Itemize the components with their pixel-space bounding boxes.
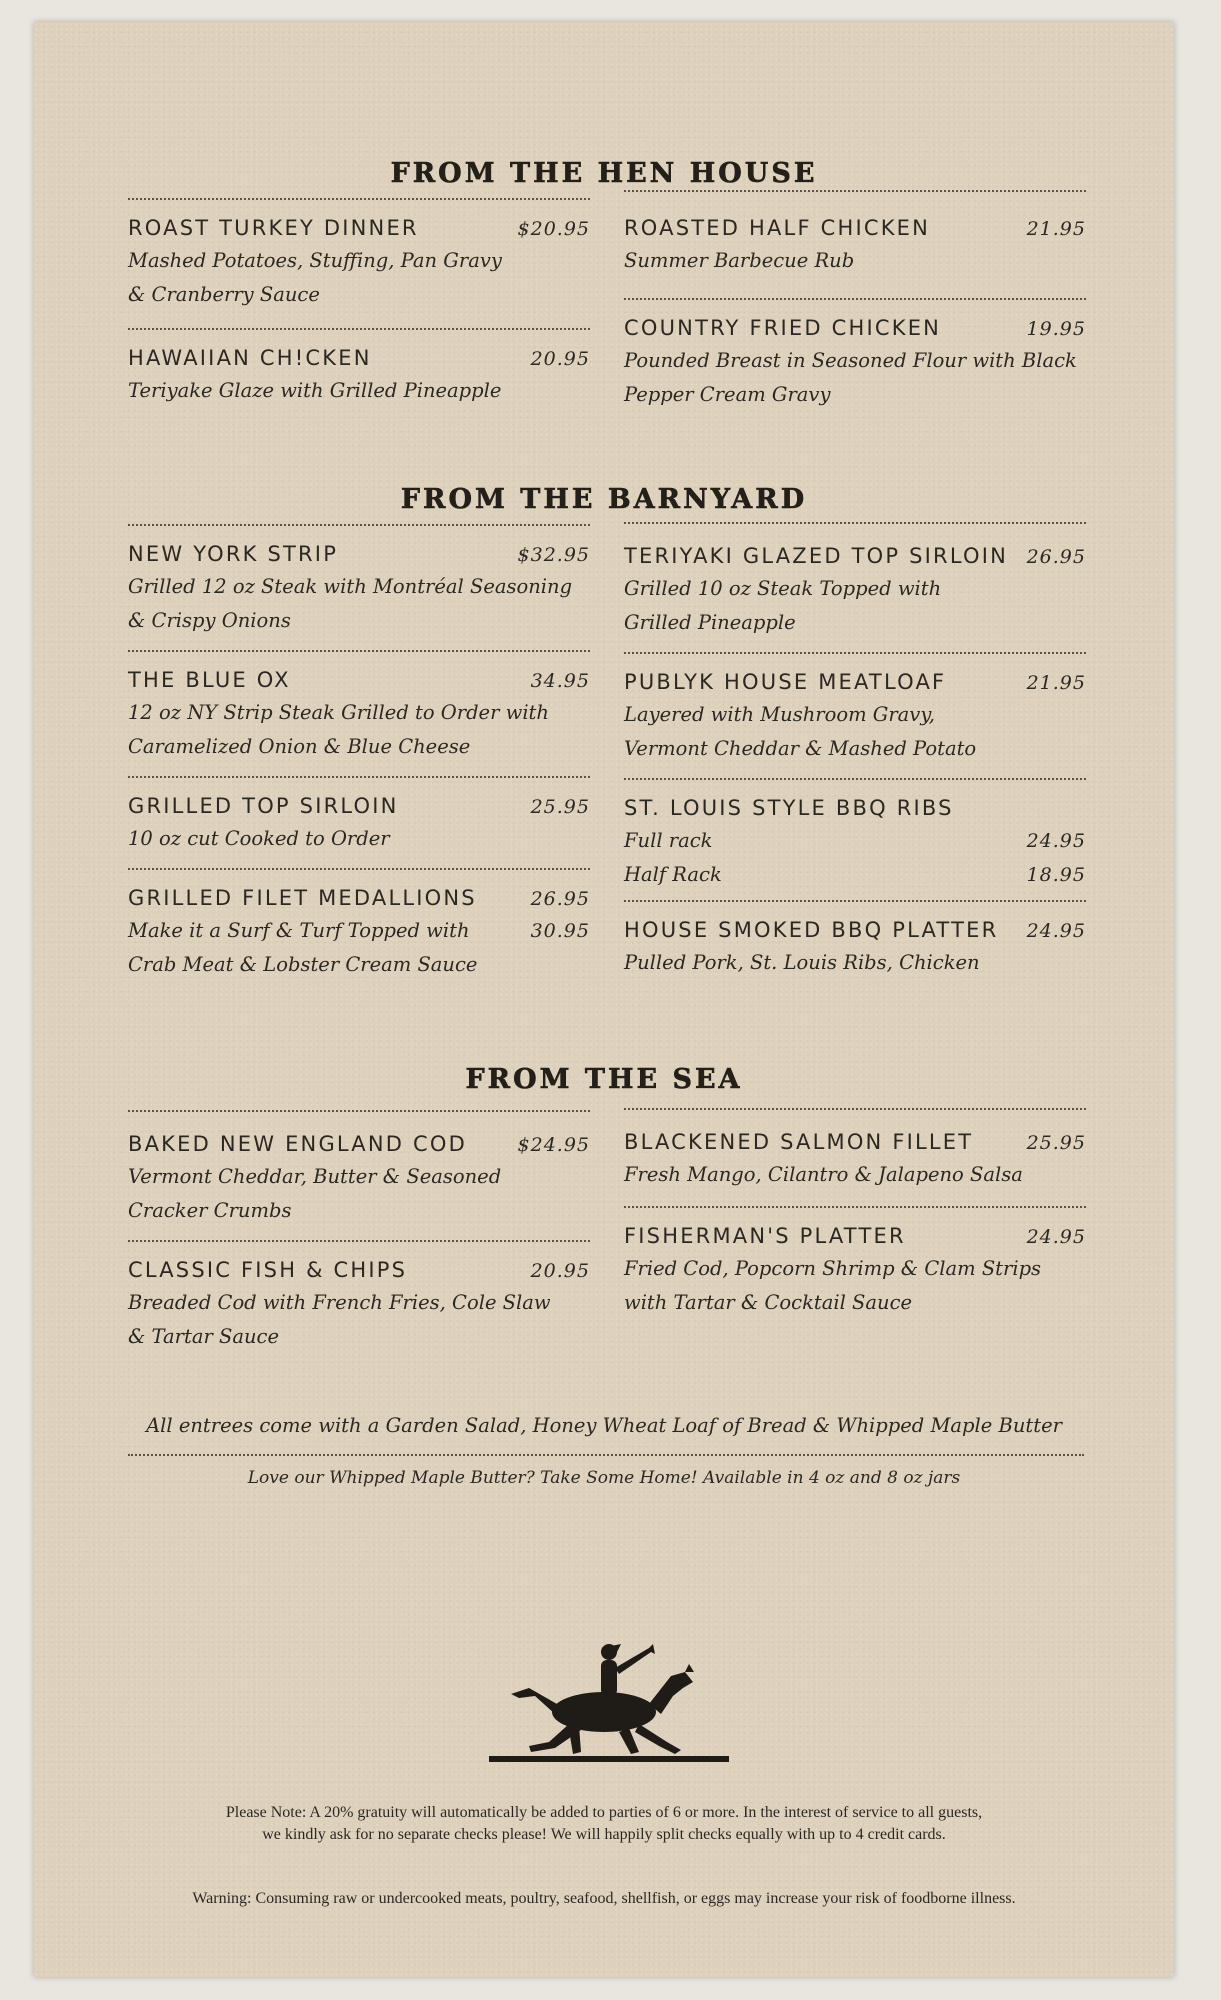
item-description: Vermont Cheddar, Butter & Seasoned Cracker Crumbs xyxy=(128,1165,502,1222)
barnyard-right-column xyxy=(624,522,1086,980)
item-price: 34.95 xyxy=(530,670,590,692)
item-description: Fried Cod, Popcorn Shrimp & Clam Strips with Tartar & Cocktail Sauce xyxy=(624,1257,1042,1314)
item-price: 20.95 xyxy=(530,1260,590,1282)
section-title-hen-house: FROM THE HEN HOUSE xyxy=(390,158,818,189)
section-title-barnyard: FROM THE BARNYARD xyxy=(400,484,808,515)
rib-option-half: Half Rack 18.95 xyxy=(624,863,1086,886)
menu-item xyxy=(624,522,1086,640)
menu-item xyxy=(128,868,590,982)
item-name: TERIYAKI GLAZED TOP SIRLOIN xyxy=(624,544,1008,568)
item-name: BLACKENED SALMON FILLET xyxy=(624,1130,974,1154)
item-description: Make it a Surf & Turf Topped with 30.95 Crab Meat & Lobster Cream Sauce xyxy=(128,914,590,982)
item-description: Teriyake Glaze with Grilled Pineapple xyxy=(128,379,502,402)
item-price: 24.95 xyxy=(1026,920,1086,942)
item-description: 10 oz cut Cooked to Order xyxy=(128,827,390,850)
item-price: 26.95 xyxy=(530,888,590,910)
item-description: Pounded Breast in Seasoned Flour with Black Pepper Cream Gravy xyxy=(624,349,1077,406)
item-name: BAKED NEW ENGLAND COD xyxy=(128,1132,467,1156)
item-price: 21.95 xyxy=(1026,672,1086,694)
item-name: HOUSE SMOKED BBQ PLATTER xyxy=(624,918,999,942)
item-price: 24.95 xyxy=(1026,1226,1086,1248)
item-price: 19.95 xyxy=(1026,318,1086,340)
item-price: 20.95 xyxy=(530,348,590,370)
item-price: 25.95 xyxy=(1026,1132,1086,1154)
item-description: Layered with Mushroom Gravy, Vermont Cheddar & Mashed Potato xyxy=(624,703,977,760)
hen-house-left-column xyxy=(128,198,590,408)
section-title-sea: FROM THE SEA xyxy=(465,1064,743,1095)
item-price: 26.95 xyxy=(1026,546,1086,568)
rib-option-full: Full rack 24.95 xyxy=(624,829,1086,852)
menu-item xyxy=(624,298,1086,412)
item-description: Grilled 12 oz Steak with Montréal Seasoning & Crispy Onions xyxy=(128,575,573,632)
item-description: Fresh Mango, Cilantro & Jalapeno Salsa xyxy=(624,1163,1023,1186)
menu-item xyxy=(624,900,1086,980)
divider xyxy=(128,1454,1084,1456)
menu-item xyxy=(128,524,590,638)
item-price: $32.95 xyxy=(517,544,590,566)
item-price: 21.95 xyxy=(1026,218,1086,240)
menu-item xyxy=(624,1206,1086,1320)
item-name: PUBLYK HOUSE MEATLOAF xyxy=(624,670,947,694)
item-name: GRILLED FILET MEDALLIONS xyxy=(128,886,477,910)
butter-note: Love our Whipped Maple Butter? Take Some Home! Available in 4 oz and 8 oz jars xyxy=(247,1468,961,1488)
barnyard-left-column xyxy=(128,524,590,982)
menu-item xyxy=(624,190,1086,278)
item-name: GRILLED TOP SIRLOIN xyxy=(128,794,399,818)
sea-right-column xyxy=(624,1108,1086,1320)
menu-item xyxy=(624,778,1086,892)
item-name: ROASTED HALF CHICKEN xyxy=(624,216,931,240)
item-name: HAWAIIAN CH!CKEN xyxy=(128,346,372,370)
item-description: Grilled 10 oz Steak Topped with Grilled Pineapple xyxy=(624,577,942,634)
item-description: Pulled Pork, St. Louis Ribs, Chicken xyxy=(624,951,980,974)
menu-item xyxy=(128,328,590,408)
item-description: Mashed Potatoes, Stuffing, Pan Gravy & Cranberry Sauce xyxy=(128,249,502,306)
item-description: Summer Barbecue Rub xyxy=(624,249,855,272)
entree-note: All entrees come with a Garden Salad, Honey Wheat Loaf of Bread & Whipped Maple Butter xyxy=(146,1414,1062,1437)
item-price: $24.95 xyxy=(517,1134,590,1156)
item-name: COUNTRY FRIED CHICKEN xyxy=(624,316,942,340)
warning-note: Warning: Consuming raw or undercooked meats, poultry, seafood, shellfish, or eggs may increase your risk of foodborne illness. xyxy=(192,1890,1016,1907)
menu-item xyxy=(624,652,1086,766)
item-name: CLASSIC FISH & CHIPS xyxy=(128,1258,408,1282)
menu-item xyxy=(624,1108,1086,1192)
item-price: $20.95 xyxy=(517,218,590,240)
item-description xyxy=(624,824,1086,892)
menu-item xyxy=(128,198,590,312)
menu-item xyxy=(128,776,590,856)
surf-turf-price: 30.95 xyxy=(530,920,590,942)
hen-house-right-column xyxy=(624,190,1086,412)
item-name: FISHERMAN'S PLATTER xyxy=(624,1224,906,1248)
item-description: 12 oz NY Strip Steak Grilled to Order with Caramelized Onion & Blue Cheese xyxy=(128,701,549,758)
item-name: ST. LOUIS STYLE BBQ RIBS xyxy=(624,796,954,820)
item-description: Breaded Cod with French Fries, Cole Slaw & Tartar Sauce xyxy=(128,1291,551,1348)
menu-page xyxy=(34,22,1174,1977)
sea-left-column xyxy=(128,1110,590,1354)
gratuity-note: Please Note: A 20% gratuity will automatically be added to parties of 6 or more. In the interest of service to all guests, we kindly ask for no separate checks please! We will happily split checks equally with up to 4 credit cards. xyxy=(225,1804,983,1843)
menu-item xyxy=(128,1110,590,1228)
item-price: 25.95 xyxy=(530,796,590,818)
menu-item xyxy=(128,1240,590,1354)
menu-item xyxy=(128,650,590,764)
item-name: ROAST TURKEY DINNER xyxy=(128,216,419,240)
horse-rider-trumpet-icon xyxy=(489,1634,729,1764)
item-name: NEW YORK STRIP xyxy=(128,542,339,566)
item-name: THE BLUE OX xyxy=(128,668,291,692)
